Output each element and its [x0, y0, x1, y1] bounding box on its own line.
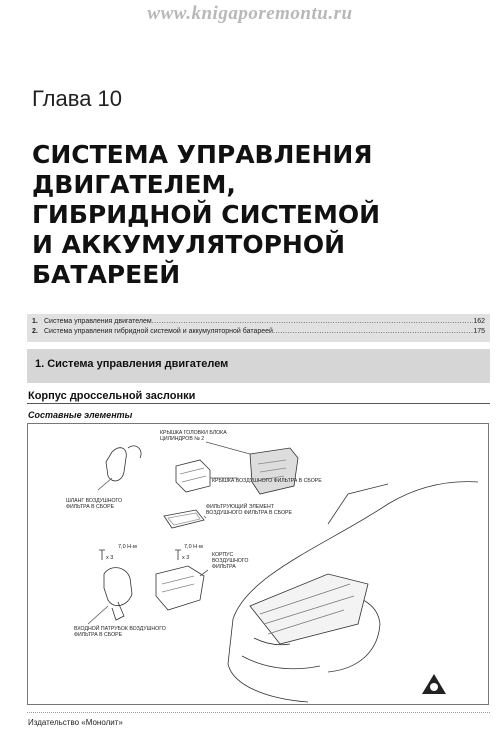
watermark: www.knigaporemontu.ru	[147, 3, 353, 24]
section-heading: 1. Система управления двигателем	[35, 358, 229, 370]
toc-entry-text: Система управления двигателем	[44, 318, 152, 325]
chapter-label: Глава 10	[32, 86, 123, 111]
label-inlet-pipe: ВХОДНОЙ ПАТРУБОК ВОЗДУШНОГО ФИЛЬТРА В СБОРЕ	[74, 626, 166, 638]
title-line: И АККУМУЛЯТОРНОЙ	[32, 230, 346, 259]
torque-value-1: 7,0 Н·м	[118, 544, 137, 550]
filter-element-part	[164, 510, 204, 528]
table-of-contents	[27, 314, 490, 342]
title-line: ДВИГАТЕЛЕМ,	[32, 170, 236, 199]
chapter-title	[32, 140, 472, 290]
engine-bay	[250, 574, 368, 644]
torque-value-2: 7,0 Н·м	[184, 544, 203, 550]
head-cover-part	[250, 448, 298, 494]
toc-entry-page: 175	[473, 328, 485, 335]
publisher-footer: Издательство «Монолит»	[28, 718, 123, 727]
toc-leader-dots	[152, 317, 474, 327]
toc-entry-page: 162	[473, 318, 485, 325]
warning-triangle-icon	[422, 674, 446, 694]
label-filter-body: КОРПУС ВОЗДУШНОГО ФИЛЬТРА	[212, 552, 249, 570]
filter-body-part	[156, 566, 204, 610]
components-label: Составные элементы	[28, 410, 133, 420]
title-line: ГИБРИДНОЙ СИСТЕМОЙ	[32, 200, 381, 229]
subsection-heading: Корпус дроссельной заслонки	[28, 390, 196, 402]
label-hose: ШЛАНГ ВОЗДУШНОГО ФИЛЬТРА В СБОРЕ	[66, 498, 123, 510]
toc-leader-dots	[273, 327, 473, 337]
diagram-drawing	[28, 424, 490, 706]
label-filter-element: ФИЛЬТРУЮЩИЙ ЭЛЕМЕНТ ВОЗДУШНОГО ФИЛЬТРА В СБОРЕ	[206, 504, 292, 516]
hood-prop-line	[328, 484, 388, 524]
hose-part	[106, 448, 126, 481]
toc-entry-number: 1.	[32, 318, 38, 325]
toc-entry-number: 2.	[32, 328, 38, 335]
label-air-filter-cover: КРЫШКА ВОЗДУШНОГО ФИЛЬТРА В СБОРЕ	[212, 478, 322, 484]
divider	[27, 403, 490, 404]
quantity-2: x 3	[182, 555, 190, 561]
title-line: СИСТЕМА УПРАВЛЕНИЯ	[32, 140, 373, 169]
toc-entry[interactable]	[32, 327, 485, 337]
title-line: БАТАРЕЕЙ	[32, 260, 181, 289]
bolt-part	[99, 550, 105, 560]
footer-divider	[27, 712, 490, 713]
quantity-1: x 3	[106, 555, 114, 561]
exploded-diagram	[27, 423, 489, 705]
section-heading-band	[27, 349, 490, 383]
bumper-line	[242, 656, 320, 669]
label-head-cover: КРЫШКА ГОЛОВКИ БЛОКА ЦИЛИНДРОВ № 2	[160, 430, 227, 442]
inlet-pipe-part	[104, 568, 132, 606]
toc-entry[interactable]	[32, 317, 485, 327]
bolt-part	[175, 550, 181, 560]
toc-entry-text: Система управления гибридной системой и аккумуляторной батареей	[44, 328, 273, 335]
